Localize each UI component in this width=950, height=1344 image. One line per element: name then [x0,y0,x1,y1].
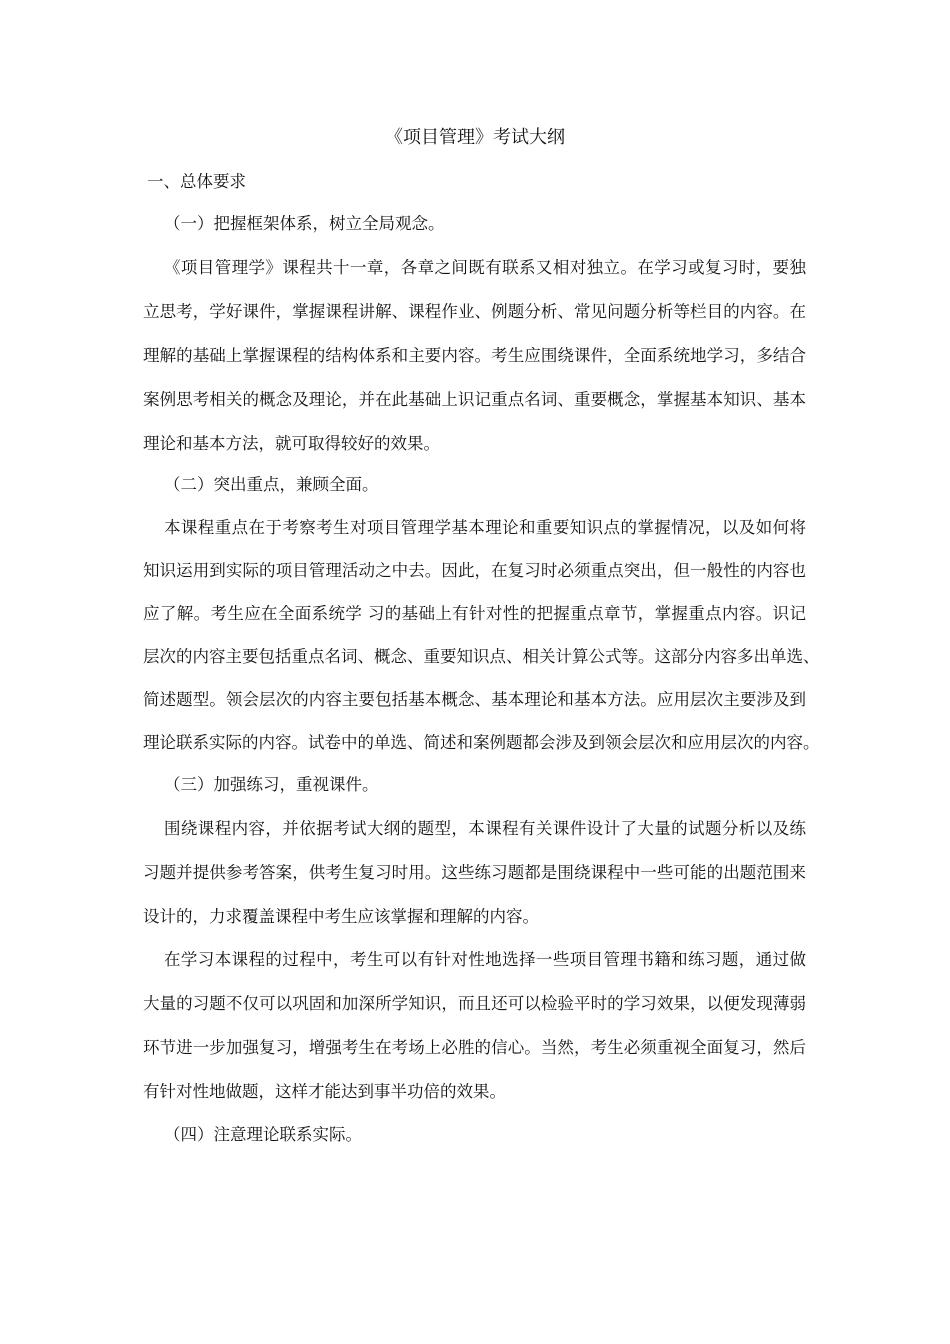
paragraph-4-line: 大量的习题不仅可以巩固和加深所学知识，而且还可以检验平时的学习效果，以便发现薄弱 [143,994,806,1013]
subsection-heading-3: （三）加强练习，重视课件。 [164,775,379,794]
paragraph-1-line: 立思考，学好课件，掌握课程讲解、课程作业、例题分析、常见问题分析等栏目的内容。在 [143,302,806,321]
subsection-heading-4: （四）注意理论联系实际。 [164,1125,362,1144]
paragraph-4-line: 在学习本课程的过程中，考生可以有针对性地选择一些项目管理书籍和练习题，通过做 [164,950,806,969]
paragraph-2-line: 理论联系实际的内容。试卷中的单选、简述和案例题都会涉及到领会层次和应用层次的内容。 [143,733,820,752]
paragraph-2-line: 知识运用到实际的项目管理活动之中去。因此，在复习时必须重点突出，但一般性的内容也 [143,561,806,580]
section-heading: 一、总体要求 [147,172,246,191]
paragraph-2-line: 应了解。考生应在全面系统学 习的基础上有针对性的把握重点章节，掌握重点内容。识记 [143,604,806,623]
paragraph-1-line: 案例思考相关的概念及理论，并在此基础上识记重点名词、重要概念，掌握基本知识、基本 [143,390,806,409]
paragraph-3-line: 围绕课程内容，并依据考试大纲的题型，本课程有关课件设计了大量的试题分析以及练 [164,819,806,838]
paragraph-2-line: 层次的内容主要包括重点名词、概念、重要知识点、相关计算公式等。这部分内容多出单选、 [143,647,820,666]
paragraph-3-line: 设计的，力求覆盖课程中考生应该掌握和理解的内容。 [143,907,539,926]
document-title: 《项目管理》考试大纲 [385,127,565,148]
subsection-heading-1: （一）把握框架体系，树立全局观念。 [164,214,445,233]
paragraph-4-line: 有针对性地做题，这样才能达到事半功倍的效果。 [143,1082,506,1101]
paragraph-1-line: 理解的基础上掌握课程的结构体系和主要内容。考生应围绕课件，全面系统地学习，多结合 [143,346,806,365]
paragraph-2-line: 本课程重点在于考察考生对项目管理学基本理论和重要知识点的掌握情况，以及如何将 [164,518,806,537]
paragraph-2-line: 简述题型。领会层次的内容主要包括基本概念、基本理论和基本方法。应用层次主要涉及到 [143,690,806,709]
paragraph-1-line: 理论和基本方法，就可取得较好的效果。 [143,434,440,453]
subsection-heading-2: （二）突出重点，兼顾全面。 [164,475,379,494]
paragraph-4-line: 环节进一步加强复习，增强考生在考场上必胜的信心。当然，考生必须重视全面复习，然后 [143,1038,806,1057]
paragraph-1-line: 《项目管理学》课程共十一章，各章之间既有联系又相对独立。在学习或复习时，要独 [164,258,806,277]
paragraph-3-line: 习题并提供参考答案，供考生复习时用。这些练习题都是围绕课程中一些可能的出题范围来 [143,863,806,882]
